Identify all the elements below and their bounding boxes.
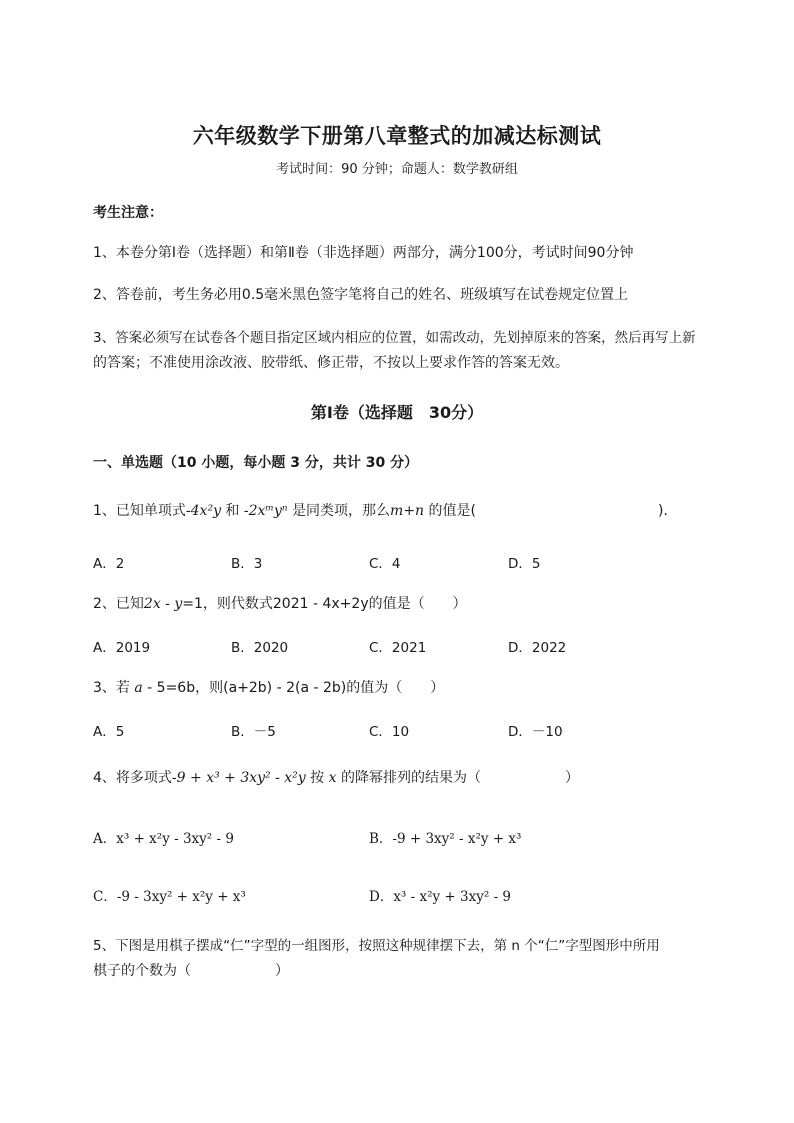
- q3-option-d[interactable]: D．－10: [508, 724, 563, 740]
- q2-option-d[interactable]: D．2022: [508, 640, 567, 656]
- question-4-stem: [93, 767, 579, 787]
- q1-math-1: -4x²y: [185, 503, 221, 519]
- q2-option-c[interactable]: C．2021: [369, 640, 427, 656]
- note-item-1: 1、本卷分第Ⅰ卷（选择题）和第Ⅱ卷（非选择题）两部分，满分100分，考试时间90分钟: [93, 245, 634, 261]
- note-item-3: 3、答案必须写在试卷各个题目指定区域内相应的位置，如需改动，先划掉原来的答案，然后再写上新: [93, 330, 696, 346]
- q2-option-a[interactable]: A．2019: [93, 640, 151, 656]
- q1-mid: 和: [220, 503, 244, 519]
- q4-math-2: x: [328, 770, 337, 786]
- q4-option-a[interactable]: A．x³ + x²y - 3xy² - 9: [93, 831, 234, 847]
- question-3-stem: [93, 677, 444, 697]
- q3-post: - 5=6b，则(a+2b) - 2(a - 2b)的值为（ ）: [142, 680, 445, 696]
- q1-pre: 1、已知单项式: [93, 503, 186, 519]
- q1-post: 的值是( ).: [424, 503, 668, 519]
- q1-option-c[interactable]: C．4: [369, 556, 401, 572]
- q1-math-3: m+n: [390, 503, 425, 519]
- q4-math-1: -9 + x³ + 3xy² - x²y: [171, 770, 306, 786]
- q2-post: =1，则代数式2021 - 4x+2y的值是（ ）: [182, 596, 467, 612]
- q2-math-1: 2x - y: [143, 596, 183, 612]
- question-2-stem: [93, 593, 467, 613]
- q3-math-1: a: [134, 680, 143, 696]
- note-item-2: 2、答卷前，考生务必用0.5毫米黑色签字笔将自己的姓名、班级填写在试卷规定位置上: [93, 287, 629, 303]
- q3-option-c[interactable]: C．10: [369, 724, 410, 740]
- part-heading: 一、单选题（10 小题，每小题 3 分，共计 30 分）: [93, 455, 419, 471]
- page-title: 六年级数学下册第八章整式的加减达标测试: [192, 124, 602, 148]
- q4-option-d[interactable]: D．x³ - x²y + 3xy² - 9: [369, 889, 512, 905]
- q4-option-b[interactable]: B．-9 + 3xy² - x²y + x³: [369, 831, 522, 847]
- q1-mid-2: 是同类项，那么: [287, 503, 391, 519]
- q2-option-b[interactable]: B．2020: [231, 640, 289, 656]
- note-item-3-cont: 的答案；不准使用涂改液、胶带纸、修正带，不按以上要求作答的答案无效。: [93, 355, 569, 371]
- q1-math-2: -2xᵐyⁿ: [243, 503, 288, 519]
- q4-pre: 4、将多项式: [93, 770, 172, 786]
- section-title: 第Ⅰ卷（选择题 30分）: [310, 403, 484, 422]
- q1-option-d[interactable]: D．5: [508, 556, 541, 572]
- notes-heading: 考生注意：: [93, 205, 163, 221]
- question-5-stem-cont: 棋子的个数为（ ）: [93, 963, 289, 979]
- question-1-stem: [93, 500, 668, 520]
- q3-option-a[interactable]: A．5: [93, 724, 125, 740]
- q3-option-b[interactable]: B．－5: [231, 724, 276, 740]
- exam-info: 考试时间：90 分钟；命题人：数学教研组: [276, 162, 518, 177]
- q4-mid: 按: [305, 770, 329, 786]
- q3-pre: 3、若: [93, 680, 135, 696]
- q4-option-c[interactable]: C．-9 - 3xy² + x²y + x³: [93, 889, 246, 905]
- q4-post: 的降幂排列的结果为（ ）: [336, 770, 579, 786]
- q2-pre: 2、已知: [93, 596, 144, 612]
- q1-option-b[interactable]: B．3: [231, 556, 263, 572]
- question-5-stem: 5、下图是用棋子摆成“仁”字型的一组图形，按照这种规律摆下去，第 n 个“仁”字型图形中所用: [93, 938, 660, 954]
- q1-option-a[interactable]: A．2: [93, 556, 125, 572]
